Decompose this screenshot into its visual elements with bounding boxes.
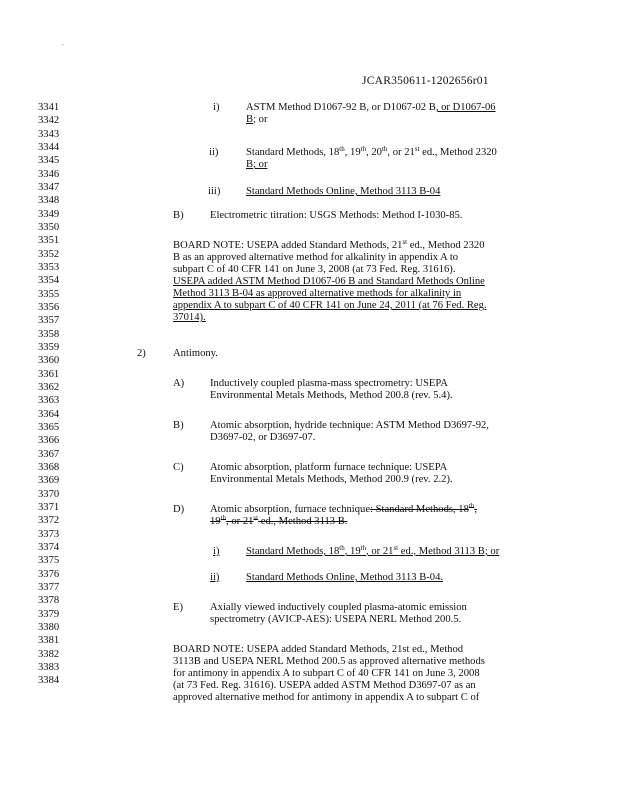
line-number: 3378 (38, 595, 60, 607)
item-2-text: Antimony. (173, 348, 218, 359)
item-iii-text: Standard Methods Online, Method 3113 B-04 (246, 186, 441, 197)
item-iii-label: iii) (208, 186, 221, 197)
line-number: 3359 (38, 341, 60, 353)
line-number: 3371 (38, 501, 60, 513)
line-number: 3377 (38, 581, 60, 593)
item-ii-label: ii) (209, 147, 219, 158)
line-number: 3342 (38, 115, 60, 127)
line-number: 3341 (38, 102, 60, 113)
line-number: 3349 (38, 208, 60, 220)
antimony-d-line1: Atomic absorption, furnace technique: Standard Methods, 18th, (210, 502, 478, 515)
line-number: 3344 (38, 142, 60, 153)
item-i-line2: B; or (246, 114, 268, 125)
line-number: 3366 (38, 435, 60, 447)
line-number: 3357 (38, 315, 60, 327)
antimony-e-line2: spectrometry (AVICP-AES): USEPA NERL Method 200.5. (210, 614, 462, 625)
line-number: 3375 (38, 555, 60, 567)
antimony-a-line1: Inductively coupled plasma-mass spectrometry: USEPA (210, 378, 448, 389)
board-note-2-line4: (at 73 Fed. Reg. 31616). USEPA added ASTM Method D3697-07 as an (173, 680, 476, 691)
line-number: 3360 (38, 355, 60, 367)
antimony-b-line1: Atomic absorption, hydride technique: ASTM Method D3697-92, (210, 420, 489, 431)
board-note-2-line5: approved alternative method for antimony in appendix A to subpart C of (173, 692, 480, 703)
antimony-a-line2: Environmental Metals Methods, Method 200.8 (rev. 5.4). (210, 390, 453, 401)
board-note-1-line1: BOARD NOTE: USEPA added Standard Methods, 21st ed., Method 2320 (173, 238, 485, 251)
antimony-b-label: B) (173, 420, 184, 431)
line-number: 3345 (38, 155, 60, 167)
line-number: 3381 (38, 635, 60, 647)
line-number: 3355 (38, 288, 60, 300)
antimony-b-line2: D3697-02, or D3697-07. (210, 432, 316, 443)
line-number: 3347 (38, 182, 60, 193)
line-number: 3358 (38, 328, 60, 340)
line-number: 3354 (38, 275, 60, 287)
line-number: 3369 (38, 475, 60, 487)
board-note-2-line2: 3113B and USEPA NERL Method 200.5 as approved alternative methods (173, 656, 485, 667)
line-number: 3368 (38, 461, 60, 473)
line-number: 3383 (38, 661, 60, 673)
antimony-d-label: D) (173, 504, 185, 515)
item-ii-line2: B; or (246, 159, 268, 170)
line-number: 3382 (38, 648, 60, 660)
line-number: 3348 (38, 195, 60, 207)
line-number: 3350 (38, 222, 60, 233)
line-number: 3356 (38, 301, 60, 313)
line-number: 3376 (38, 568, 60, 580)
antimony-d-ii-label: ii) (210, 572, 220, 583)
antimony-d-ii-text: Standard Methods Online, Method 3113 B-04. (246, 572, 444, 583)
line-number: 3379 (38, 608, 60, 620)
line-number: 3367 (38, 448, 60, 460)
board-note-1-line5: Method 3113 B-04 as approved alternative methods for alkalinity in (173, 288, 462, 299)
item-i-label: i) (213, 102, 220, 113)
line-number: 3343 (38, 128, 60, 140)
line-number: 3372 (38, 515, 60, 527)
antimony-e-line1: Axially viewed inductively coupled plasma-atomic emission (210, 602, 467, 613)
line-number: 3373 (38, 528, 60, 540)
document-id: JCAR350611-1202656r01 (362, 74, 489, 87)
corner-mark: . (62, 38, 64, 47)
line-number: 3363 (38, 395, 60, 407)
antimony-c-line2: Environmental Metals Methods, Method 200.9 (rev. 2.2). (210, 474, 453, 485)
board-note-1-line4: USEPA added ASTM Method D1067-06 B and Standard Methods Online (173, 276, 485, 287)
item-b-text: Electrometric titration: USGS Methods: Method I-1030-85. (210, 210, 463, 221)
line-number: 3353 (38, 262, 60, 273)
line-number: 3380 (38, 621, 60, 633)
antimony-a-label: A) (173, 378, 185, 389)
line-number: 3370 (38, 488, 60, 500)
board-note-2-line3: for antimony in appendix A to subpart C of 40 CFR 141 on June 3, 2008 (173, 668, 480, 679)
board-note-1-line2: B as an approved alternative method for alkalinity in appendix A to (173, 252, 459, 263)
item-b-label: B) (173, 210, 184, 221)
line-number: 3352 (38, 248, 60, 260)
line-number: 3384 (38, 675, 60, 687)
board-note-1-line3: subpart C of 40 CFR 141 on June 3, 2008 (at 73 Fed. Reg. 31616). (173, 264, 456, 275)
line-number: 3346 (38, 168, 60, 180)
line-number: 3351 (38, 235, 60, 247)
line-number: 3364 (38, 408, 60, 420)
antimony-c-label: C) (173, 462, 184, 473)
antimony-d-i-text: Standard Methods, 18th, 19th, or 21st ed., Method 3113 B; or (246, 544, 500, 557)
line-number: 3374 (38, 541, 60, 553)
antimony-d-i-label: i) (213, 546, 220, 557)
board-note-1-line7: 37014). (173, 312, 206, 323)
board-note-2-line1: BOARD NOTE: USEPA added Standard Methods, 21st ed., Method (173, 644, 464, 655)
item-i-line1: ASTM Method D1067-92 B, or D1067-02 B, or D1067-06 (246, 102, 496, 113)
line-number: 3365 (38, 421, 60, 433)
item-ii-line1: Standard Methods, 18th, 19th, 20th, or 21st ed., Method 2320 (246, 145, 497, 158)
antimony-e-label: E) (173, 602, 183, 613)
line-number: 3361 (38, 368, 60, 380)
item-2-label: 2) (137, 348, 146, 359)
antimony-d-line2: 19th, or 21st ed., Method 3113 B. (210, 514, 348, 527)
board-note-1-line6: appendix A to subpart C of 40 CFR 141 on June 24, 2011 (at 76 Fed. Reg. (173, 300, 487, 311)
line-number: 3362 (38, 381, 60, 393)
antimony-c-line1: Atomic absorption, platform furnace technique: USEPA (210, 462, 448, 473)
